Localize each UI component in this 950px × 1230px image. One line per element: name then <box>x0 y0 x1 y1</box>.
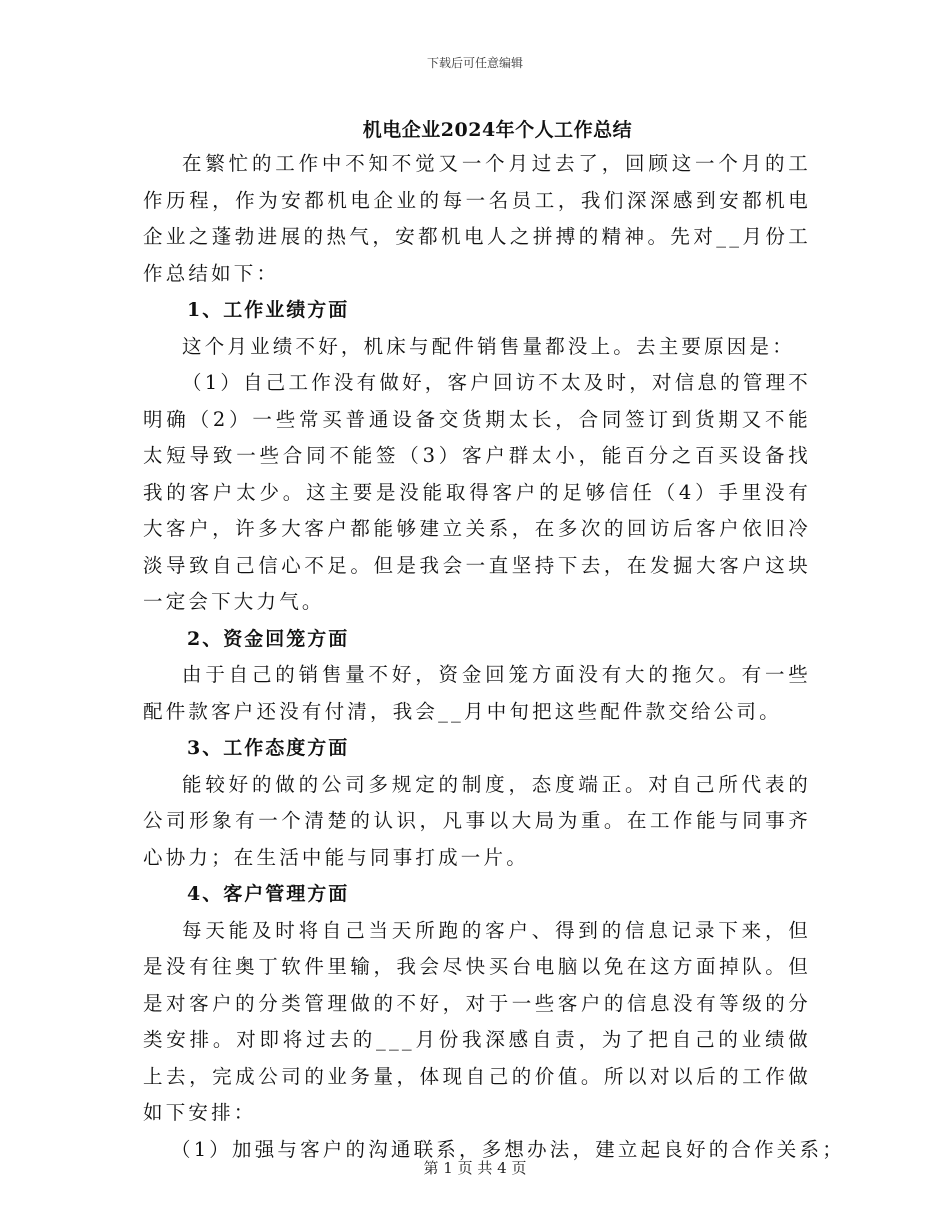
performance-reasons-paragraph: （1）自己工作没有做好，客户回访不太及时，对信息的管理不明确（2）一些常买普通设备交货期太长，合同签订到货期又不能太短导致一些合同不能签（3）客户群太小，能百分之百买设备找我的客户太少。这主要是没能取得客户的足够信任（4）手里没有大客户，许多大客户都能够建立关系，在多次的回访后客户依旧冷淡导致自己信心不足。但是我会一直坚持下去，在发掘大客户这块一定会下大力气。 <box>143 371 811 613</box>
attitude-paragraph: 能较好的做的公司多规定的制度，态度端正。对自己所代表的公司形象有一个清楚的认识，凡事以大局为重。在工作能与同事齐心协力；在生活中能与同事打成一片。 <box>143 772 811 869</box>
section-heading-funds: 2、资金回笼方面 <box>187 627 350 650</box>
intro-paragraph: 在繁忙的工作中不知不觉又一个月过去了，回顾这一个月的工作历程，作为安都机电企业的每一名员工，我们深深感到安都机电企业之蓬勃进展的热气，安都机电人之拼搏的精神。先对__月份工作总结如下： <box>143 152 811 285</box>
page-footer-number: 第 1 页 共 4 页 <box>423 1159 527 1177</box>
performance-paragraph: 这个月业绩不好，机床与配件销售量都没上。去主要原因是： <box>182 334 795 358</box>
funds-paragraph: 由于自己的销售量不好，资金回笼方面没有大的拖欠。有一些配件款客户还没有付清，我会__月中旬把这些配件款交给公司。 <box>143 663 811 723</box>
customer-paragraph: 每天能及时将自己当天所跑的客户、得到的信息记录下来，但是没有往奥丁软件里输，我会尽快买台电脑以免在这方面掉队。但是对客户的分类管理做的不好，对于一些客户的信息没有等级的分类安排。对即将过去的___月份我深感自责，为了把自己的业绩做上去，完成公司的业务量，体现自己的价值。所以对以后的工作做如下安排： <box>143 918 811 1124</box>
section-heading-attitude: 3、工作态度方面 <box>187 737 350 759</box>
plan-item-1: （1）加强与客户的沟通联系，多想办法，建立起良好的合作关系； <box>171 1137 845 1161</box>
page-header-note: 下载后可任意编辑 <box>426 56 523 70</box>
section-heading-customer: 4、客户管理方面 <box>187 883 350 905</box>
document-body <box>143 146 845 1168</box>
document-title: 机电企业2024年个人工作总结 <box>362 119 633 141</box>
section-heading-performance: 1、工作业绩方面 <box>187 299 350 321</box>
